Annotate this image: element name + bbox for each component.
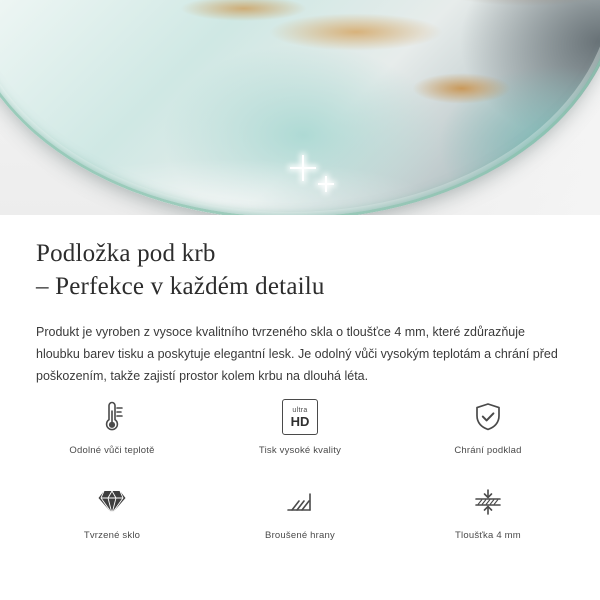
thickness-icon	[468, 480, 508, 524]
feature-item-polished-edges	[206, 470, 394, 555]
feature-label: Chrání podklad	[454, 445, 522, 456]
feature-item-temperature	[18, 385, 206, 470]
polished-edges-icon	[280, 480, 320, 524]
feature-label: Odolné vůči teplotě	[69, 445, 155, 456]
glass-board-disc	[0, 0, 600, 215]
description-paragraph: Produkt je vyroben z vysoce kvalitního tvrzeného skla o tloušťce 4 mm, které zdůrazňuje hloubku barev tisku a poskytuje elegantní lesk. Je odolný vůči vysokým teplotám a chrání před poškozením, takže zajistí prostor kolem krbu na dlouhá léta.	[36, 325, 558, 383]
feature-label: Tisk vysoké kvality	[258, 445, 342, 456]
thermometer-icon	[92, 395, 132, 439]
diamond-icon	[92, 480, 132, 524]
feature-label: Tvrzené sklo	[83, 530, 141, 541]
text-content	[0, 215, 600, 387]
feature-label: Tloušťka 4 mm	[455, 530, 521, 541]
headline-line-1: Podložka pod krb	[36, 240, 216, 267]
feature-item-thickness	[394, 470, 582, 555]
feature-item-tempered-glass	[18, 470, 206, 555]
ultra-hd-badge-top: ultra	[292, 406, 308, 414]
feature-label: Broušené hrany	[265, 530, 335, 541]
feature-item-protects-surface	[394, 385, 582, 470]
ultra-hd-badge	[282, 399, 318, 435]
headline-line-2: – Perfekce v každém detailu	[36, 273, 325, 300]
hero-image	[0, 0, 600, 215]
ultra-hd-badge-main: HD	[290, 413, 310, 429]
ultra-hd-icon	[282, 395, 318, 439]
feature-item-print-quality	[206, 385, 394, 470]
feature-grid	[0, 385, 600, 555]
page-title	[36, 237, 564, 303]
shield-check-icon	[468, 395, 508, 439]
